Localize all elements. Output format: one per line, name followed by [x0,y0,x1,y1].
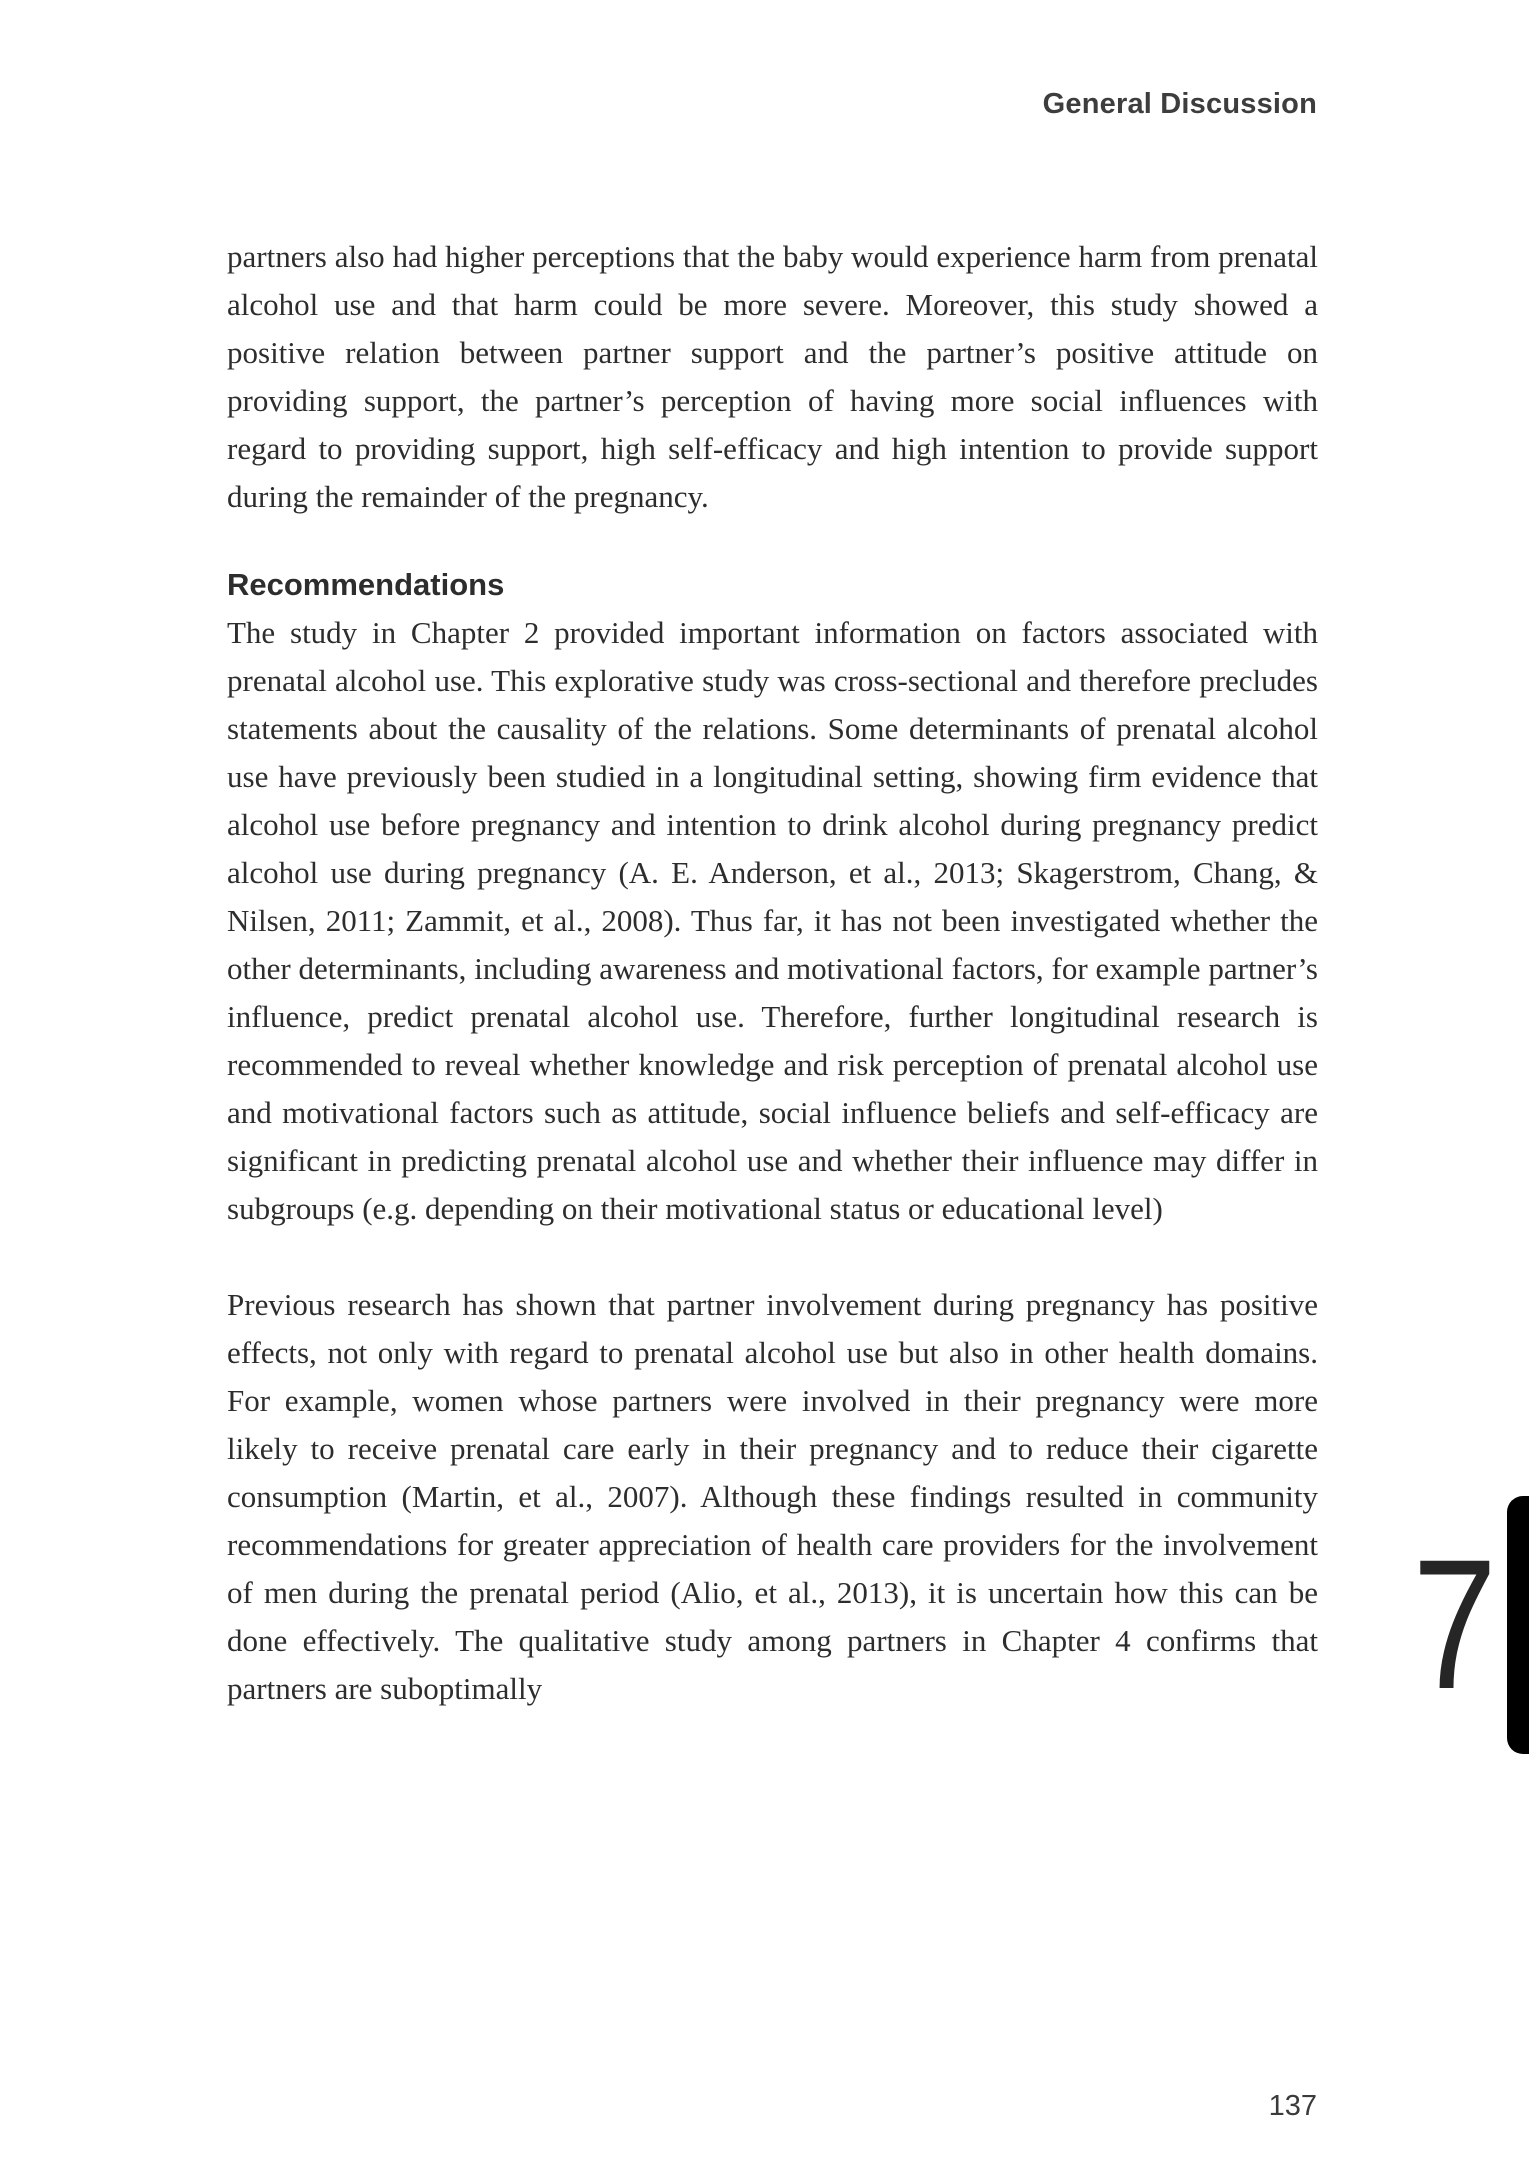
paragraph-previous-research: Previous research has shown that partner involvement during pregnancy has positive effects, not only with regard to prenatal alcohol use but also in other health domains. For example, women whose partners were involved in their pregnancy were more likely to receive prenatal care early in their pregnancy and to reduce their cigarette consumption (Martin, et al., 2007). Although these findings resulted in community recommendations for greater appreciation of health care providers for the involvement of men during the prenatal period (Alio, et al., 2013), it is uncertain how this can be done effectively. The qualitative study among partners in Chapter 4 confirms that partners are suboptimally [227,1287,1318,1706]
text-column [227,233,1318,1713]
chapter-number: 7 [1412,1521,1497,1728]
page-number: 137 [1268,2090,1317,2122]
paragraph-recommendations: The study in Chapter 2 provided important information on factors associated with prenatal alcohol use. This explorative study was cross-sectional and therefore precludes statements about the causality of the relations. Some determinants of prenatal alcohol use have previously been studied in a longitudinal setting, showing firm evidence that alcohol use before pregnancy and intention to drink alcohol during pregnancy predict alcohol use during pregnancy (A. E. Anderson, et al., 2013; Skagerstrom, Chang, & Nilsen, 2011; Zammit, et al., 2008). Thus far, it has not been investigated whether the other determinants, including awareness and motivational factors, for example partner’s influence, predict prenatal alcohol use. Therefore, further longitudinal research is recommended to reveal whether knowledge and risk perception of prenatal alcohol use and motivational factors such as attitude, social influence beliefs and self-efficacy are significant in predicting prenatal alcohol use and whether their influence may differ in subgroups (e.g. depending on their motivational status or educational level) [227,615,1318,1226]
chapter-marker [1394,1495,1529,1755]
paragraph-continued: partners also had higher perceptions that the baby would experience harm from prenatal alcohol use and that harm could be more severe. Moreover, this study showed a positive relation between partner support and the partner’s positive attitude on providing support, the partner’s perception of having more social influences with regard to providing support, high self-efficacy and high intention to provide support during the remainder of the pregnancy. [227,239,1318,514]
chapter-edge-tab [1507,1496,1529,1754]
section-heading-recommendations: Recommendations [227,567,505,602]
running-header: General Discussion [1042,88,1317,120]
